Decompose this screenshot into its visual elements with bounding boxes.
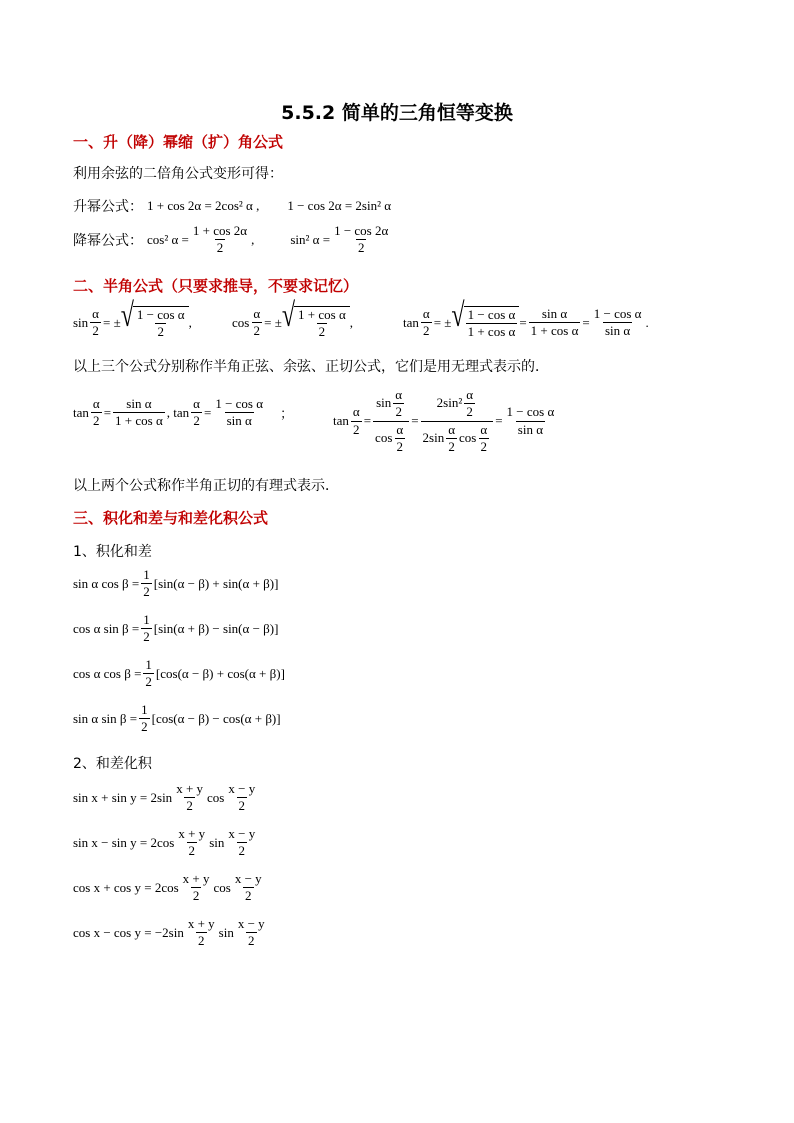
formula-up-power bbox=[73, 196, 391, 216]
formula-product-2: cos α sin β = 1 2 [sin(α + β) − sin(α − β)] bbox=[73, 612, 279, 645]
subheading-product-to-sum: 1、积化和差 bbox=[73, 544, 152, 560]
formula-up2: 1 − cos 2α = 2sin² α bbox=[287, 198, 392, 213]
down-power-label: 降幂公式： bbox=[73, 232, 143, 249]
formula-down1: cos² α = 1 + cos 2α 2 , bbox=[147, 223, 255, 256]
formula-tan-derivation: tan α 2 = sin $\frac{\alpha}{2}$ cos $\frac{\alpha}{2}$ = 2sin² $\frac{\alpha}{2}$ 2sin $\frac{\alpha}{2}$ cos $\frac{\alpha}{2}$ = 1 − cos α sin α bbox=[333, 387, 555, 454]
section-heading-2: 二、半角公式（只要求推导，不要求记忆） bbox=[73, 277, 359, 295]
formula-tan-rational: tan α 2 = sin α 1 + cos α , tan α 2 = 1 − cos α sin α ； bbox=[73, 396, 294, 429]
formula-sum-3: cos x + cos y = 2cos x + y 2 cos x − y 2 bbox=[73, 871, 262, 904]
formula-down-power bbox=[73, 224, 392, 256]
formula-product-3: cos α cos β = 1 2 [cos(α − β) + cos(α + β)] bbox=[73, 657, 285, 690]
formula-up1: 1 + cos 2α = 2cos² α , bbox=[147, 198, 260, 213]
up-power-label: 升幂公式： bbox=[73, 199, 143, 215]
formula-half-sin: sin α 2 = ± √ 1 − cos α 2 , bbox=[73, 297, 192, 340]
section-heading-3: 三、积化和差与和差化积公式 bbox=[73, 509, 269, 527]
page-title: 5.5.2 简单的三角恒等变换 bbox=[281, 102, 513, 124]
tan-rational-note: 以上两个公式称作半角正切的有理式表示． bbox=[73, 478, 339, 494]
formula-half-cos: cos α 2 = ± √ 1 + cos α 2 , bbox=[232, 297, 354, 340]
formula-half-tan: tan α 2 = ± √ 1 − cos α 1 + cos α = sin α 1 + cos α = 1 − cos α sin α . bbox=[403, 297, 649, 340]
formula-sum-4: cos x − cos y = −2sin x + y 2 sin x − y 2 bbox=[73, 916, 265, 949]
formula-down2: sin² α = 1 − cos 2α 2 bbox=[290, 223, 389, 256]
half-angle-note: 以上三个公式分别称作半角正弦、余弦、正切公式，它们是用无理式表示的． bbox=[73, 359, 549, 375]
subheading-sum-to-product: 2、和差化积 bbox=[73, 756, 152, 772]
intro-text: 利用余弦的二倍角公式变形可得： bbox=[73, 166, 283, 182]
section-heading-1: 一、升（降）幂缩（扩）角公式 bbox=[73, 133, 284, 151]
formula-product-1: sin α cos β = 1 2 [sin(α − β) + sin(α + β)] bbox=[73, 567, 279, 600]
formula-sum-1: sin x + sin y = 2sin x + y 2 cos x − y 2 bbox=[73, 781, 256, 814]
formula-product-4: sin α sin β = 1 2 [cos(α − β) − cos(α + β)] bbox=[73, 702, 281, 735]
formula-sum-2: sin x − sin y = 2cos x + y 2 sin x − y 2 bbox=[73, 826, 256, 859]
